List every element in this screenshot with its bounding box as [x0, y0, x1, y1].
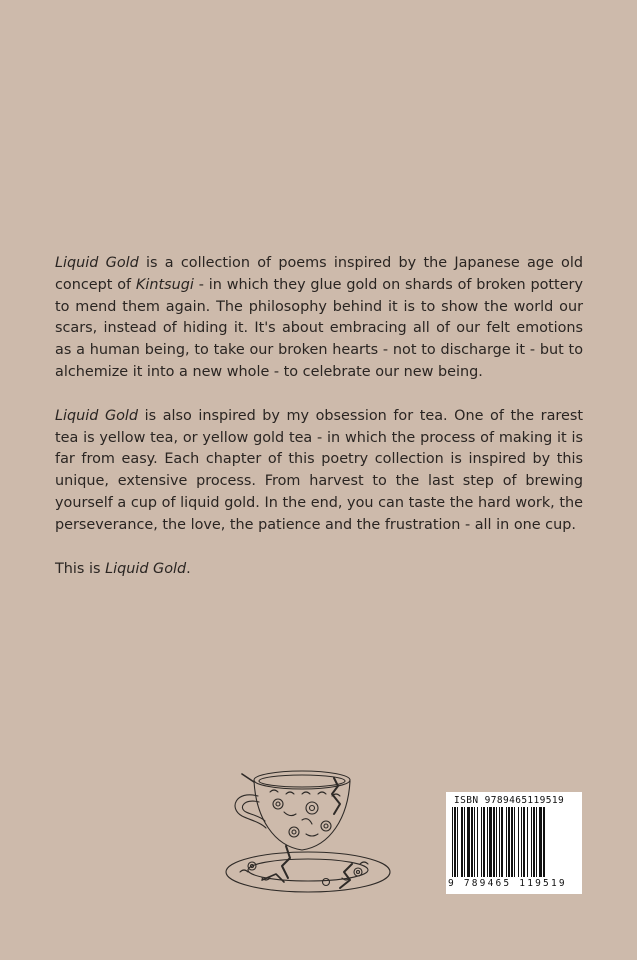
barcode-bar [471, 807, 473, 877]
barcode-bar [477, 807, 478, 877]
barcode-bar [499, 807, 500, 877]
barcode-bar [501, 807, 503, 877]
isbn-digits: 9 789465 119519 [448, 878, 567, 889]
blurb-paragraph-2 [55, 406, 583, 537]
barcode-bar [508, 807, 510, 877]
barcode-bar [511, 807, 513, 877]
barcode-bars [452, 807, 576, 877]
barcode-bar [514, 807, 515, 877]
book-title: Liquid Gold [105, 560, 187, 577]
barcode-bar [464, 807, 465, 877]
isbn-label: ISBN 9789465119519 [454, 795, 565, 806]
blurb-paragraph-1 [55, 253, 583, 384]
barcode-bar [493, 807, 495, 877]
barcode-bar [539, 807, 542, 877]
barcode-bar [489, 807, 492, 877]
blurb-text: - in which they glue gold on shards of broken pottery to mend them again. The philosophy behind it is to show the world our scars, instead of hiding it. It's about embracing all of our felt emotions as a human being, to take our broken hearts - not to discharge it - but to alchemize it into a new whole - to celebrate our new being. [55, 276, 583, 380]
kintsugi-teacup-illustration [222, 768, 394, 898]
barcode-bar [481, 807, 482, 877]
book-title: Liquid Gold [55, 407, 139, 424]
barcode-bar [518, 807, 519, 877]
barcode-bar [521, 807, 522, 877]
barcode-bar [496, 807, 497, 877]
book-title: Liquid Gold [55, 255, 139, 271]
barcode-bar [543, 807, 545, 877]
barcode-bar [527, 807, 528, 877]
blurb-text: . [186, 560, 191, 577]
barcode-bar [533, 807, 535, 877]
barcode-bar [487, 807, 488, 877]
blurb-text: is a collection of poems inspired by the Japanese age old concept of [55, 255, 583, 293]
barcode-bar [531, 807, 532, 877]
blurb-text: is also inspired by my obsession for tea. One of the rarest tea is yellow tea, or yellow gold tea - in which the process of making it is far from easy. Each chapter of this poetry collection is inspired by this unique, extensive process. From harvest to the last step of brewing yourself a cup of liquid gold. In the end, you can taste the hard work, the perseverance, the love, the patience and the frustration - all in one cup. [55, 407, 583, 533]
blurb-paragraph-3 [55, 559, 583, 581]
barcode-bar [454, 807, 456, 877]
barcode-bar [474, 807, 475, 877]
barcode-bar [452, 807, 453, 877]
blurb-text: This is [55, 560, 106, 577]
barcode-bar [457, 807, 458, 877]
barcode-bar [483, 807, 485, 877]
barcode-bar [467, 807, 470, 877]
back-cover-blurb [55, 253, 583, 580]
isbn-barcode [446, 792, 582, 894]
barcode-bar [536, 807, 537, 877]
kintsugi-term: Kintsugi [135, 276, 194, 293]
barcode-bar [461, 807, 463, 877]
barcode-bar [506, 807, 507, 877]
barcode-bar [523, 807, 525, 877]
